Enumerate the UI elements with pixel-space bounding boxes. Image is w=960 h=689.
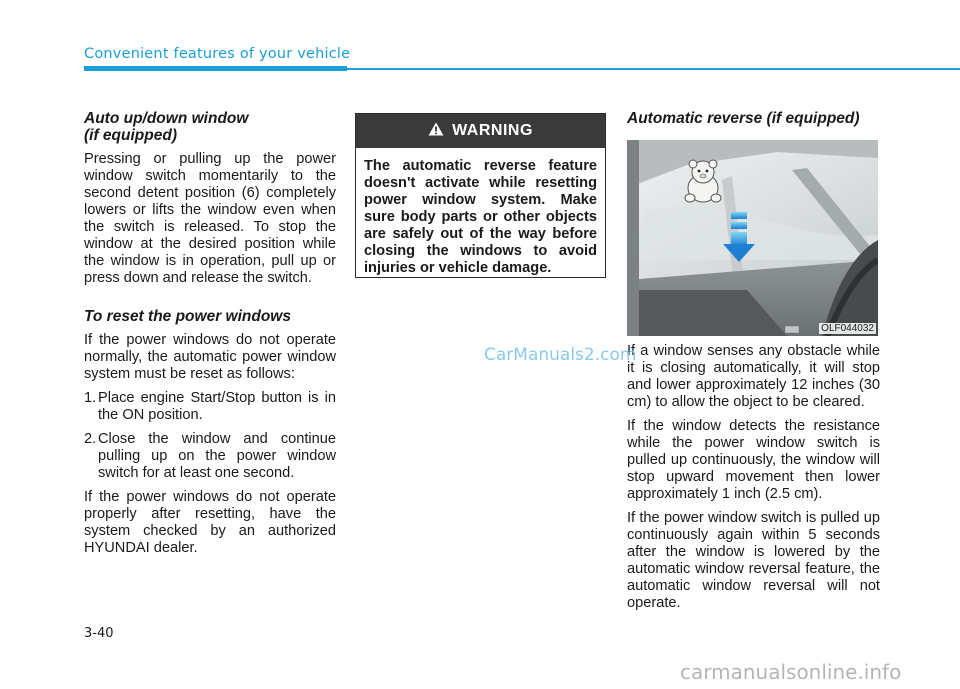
paragraph-reversal-disabled: If the power window switch is pulled up continuously again within 5 seconds after the window is lowered by the automatic window reversal feature, the automatic window reversal will not operate.: [627, 510, 880, 611]
page-number: 3-40: [84, 626, 114, 641]
list-item-text: Place engine Start/Stop button is in the ON position.: [98, 390, 336, 423]
paragraph-reset-dealer: If the power windows do not operate properly after resetting, have the system checked by an authorized HYUNDAI dealer.: [84, 489, 336, 556]
right-column: [627, 110, 880, 134]
warning-triangle-icon: [428, 122, 444, 141]
left-column: [84, 110, 336, 564]
heading-auto-window-line2: (if equipped): [84, 127, 177, 144]
paragraph-auto-window: Pressing or pulling up the power window switch momentarily to the second detent position (6) completely lowers or lifts the window even when the switch is released. To stop the window at the desired position while the window is in operation, pull up or press down and release the switch.: [84, 151, 336, 286]
header-rule: [347, 68, 960, 70]
list-item: [84, 431, 336, 482]
heading-auto-window-line1: Auto up/down window: [84, 110, 249, 127]
list-item: [84, 390, 336, 424]
heading-reset-windows: To reset the power windows: [84, 308, 291, 325]
right-column-body: [627, 343, 880, 619]
paragraph-resistance: If the window detects the resistance while the power window switch is pulled up continuously, the window will stop upward movement then lower approximately 1 inch (2.5 cm).: [627, 418, 880, 502]
heading-auto-window: [84, 110, 336, 144]
list-item-text: Close the window and continue pulling up on the power window switch for at least one second.: [98, 431, 336, 481]
figure-code: OLF044032: [821, 323, 874, 334]
warning-text: The automatic reverse feature doesn't activate while resetting power window system. Make sure body parts or other objects are safely out of the way before closing the windows to avoid injuries or vehicle damage.: [364, 158, 597, 276]
watermark-logo: CarManuals2.com: [484, 345, 637, 365]
window-reverse-illustration: [627, 140, 878, 336]
list-item-number: 1.: [84, 390, 97, 406]
header-accent-bar: [84, 66, 347, 71]
footer-watermark: carmanualsonline.info: [680, 660, 902, 684]
heading-automatic-reverse: Automatic reverse (if equipped): [627, 110, 860, 127]
paragraph-obstacle: If a window senses any obstacle while it is closing automatically, it will stop and lower approximately 12 inches (30 cm) to allow the object to be cleared.: [627, 343, 880, 410]
warning-label: WARNING: [452, 122, 533, 139]
warning-box: [355, 113, 606, 278]
list-item-number: 2.: [84, 431, 97, 447]
warning-header: [356, 114, 605, 148]
section-title: Convenient features of your vehicle: [84, 46, 351, 62]
paragraph-reset-intro: If the power windows do not operate normally, the automatic power window system must be reset as follows:: [84, 332, 336, 382]
